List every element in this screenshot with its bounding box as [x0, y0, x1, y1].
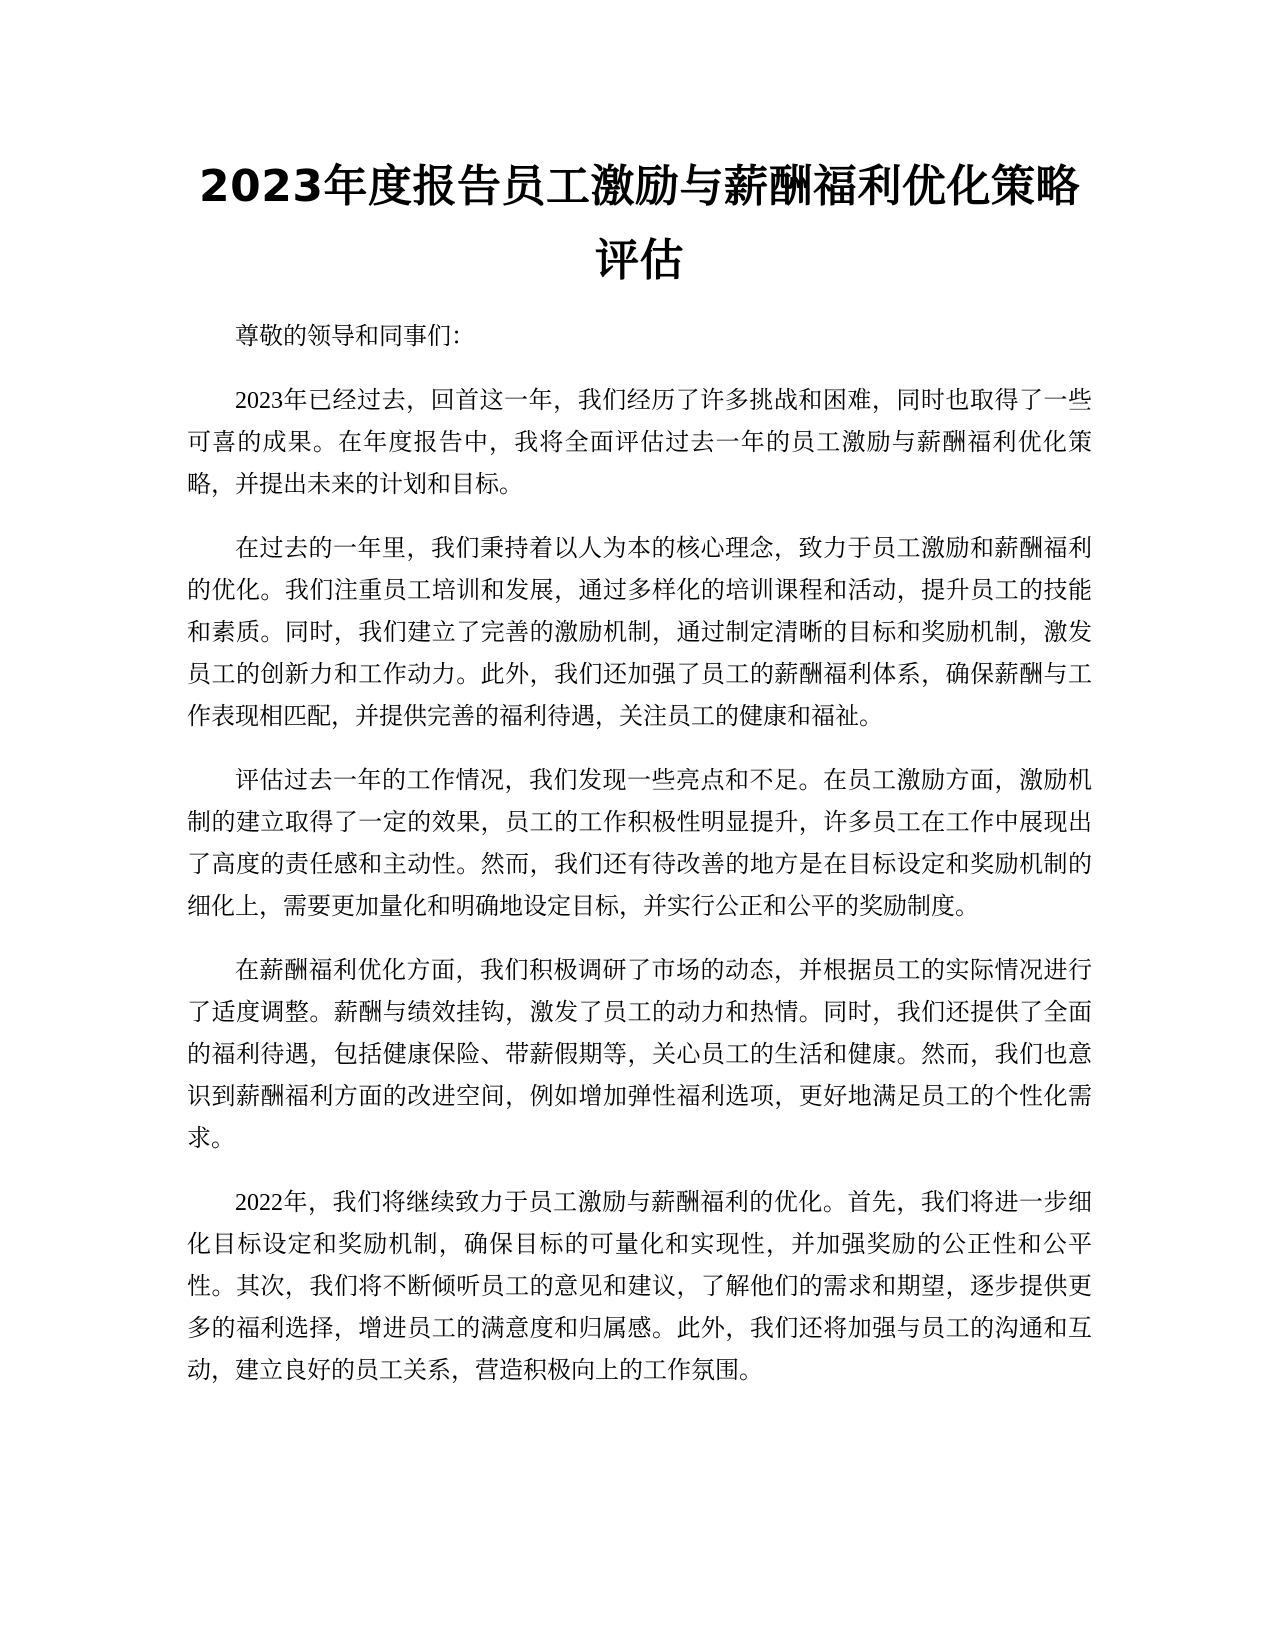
paragraph-5: 2022年，我们将继续致力于员工激励与薪酬福利的优化。首先，我们将进一步细化目标设定和奖励机制，确保目标的可量化和实现性，并加强奖励的公正性和公平性。其次，我们将不断倾听员工的意见和建议，了解他们的需求和期望，逐步提供更多的福利选择，增进员工的满意度和归属感。此外，我们还将加强与员工的沟通和互动，建立良好的员工关系，营造积极向上的工作氛围。 [187, 1190, 1092, 1384]
paragraph-3: 评估过去一年的工作情况，我们发现一些亮点和不足。在员工激励方面，激励机制的建立取得了一定的效果，员工的工作积极性明显提升，许多员工在工作中展现出了高度的责任感和主动性。然而，我们还有待改善的地方是在目标设定和奖励机制的细化上，需要更加量化和明确地设定目标，并实行公正和公平的奖励制度。 [187, 768, 1092, 920]
paragraph-2: 在过去的一年里，我们秉持着以人为本的核心理念，致力于员工激励和薪酬福利的优化。我们注重员工培训和发展，通过多样化的培训课程和活动，提升员工的技能和素质。同时，我们建立了完善的激励机制，通过制定清晰的目标和奖励机制，激发员工的创新力和工作动力。此外，我们还加强了员工的薪酬福利体系，确保薪酬与工作表现相匹配，并提供完善的福利待遇，关注员工的健康和福祉。 [187, 536, 1092, 730]
document-body [187, 316, 1092, 1392]
document-page [187, 150, 1092, 1414]
salutation: 尊敬的领导和同事们： [235, 324, 475, 350]
paragraph-4: 在薪酬福利优化方面，我们积极调研了市场的动态，并根据员工的实际情况进行了适度调整。薪酬与绩效挂钩，激发了员工的动力和热情。同时，我们还提供了全面的福利待遇，包括健康保险、带薪假期等，关心员工的生活和健康。然而，我们也意识到薪酬福利方面的改进空间，例如增加弹性福利选项，更好地满足员工的个性化需求。 [187, 958, 1092, 1152]
document-title: 2023年度报告员工激励与薪酬福利优化策略评估 [199, 161, 1080, 286]
paragraph-1: 2023年已经过去，回首这一年，我们经历了许多挑战和困难，同时也取得了一些可喜的成果。在年度报告中，我将全面评估过去一年的员工激励与薪酬福利优化策略，并提出未来的计划和目标。 [187, 388, 1092, 498]
